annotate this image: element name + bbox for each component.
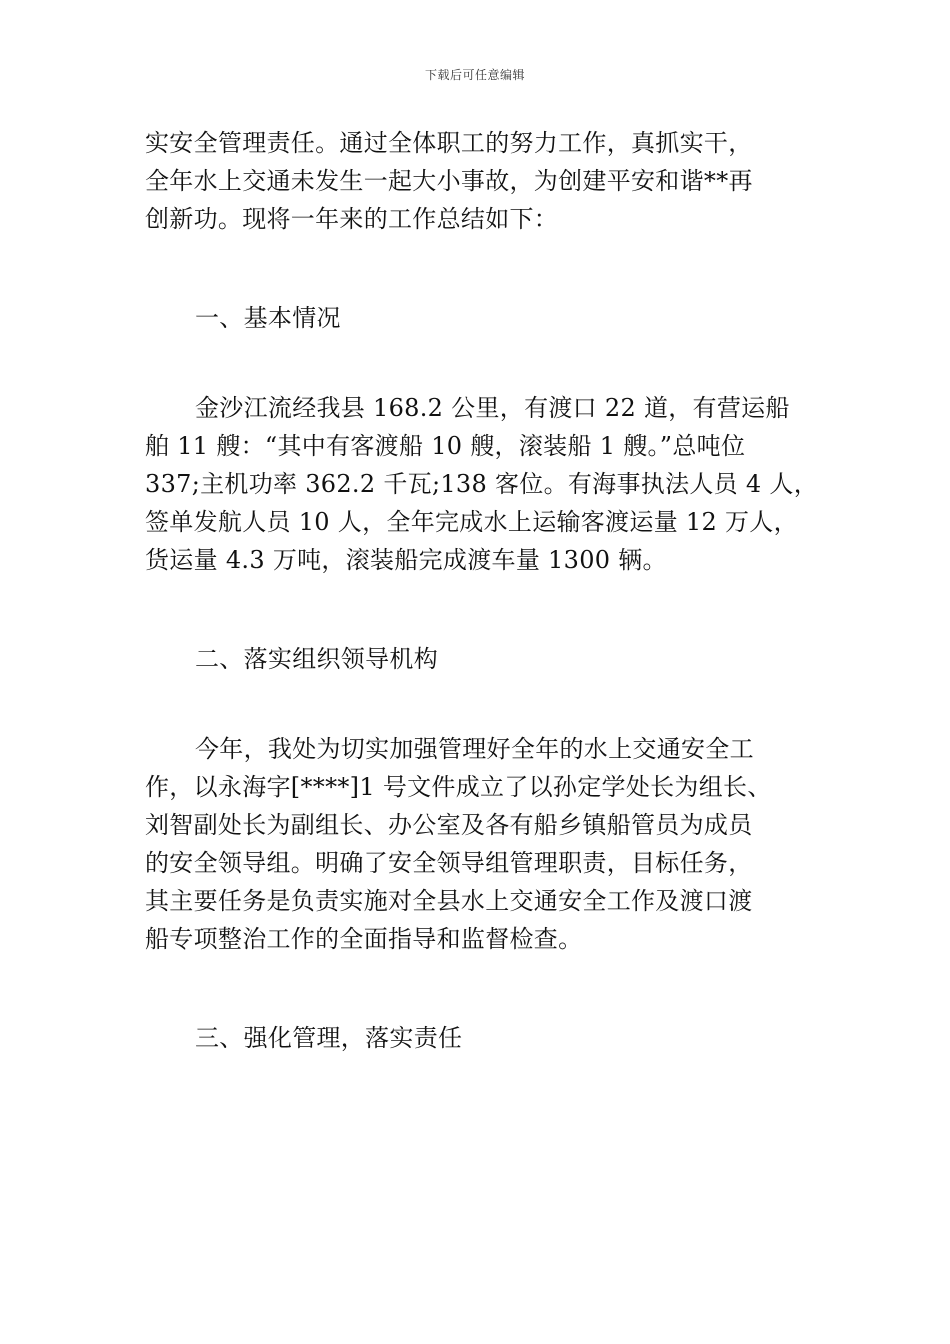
document-body [145, 124, 825, 1057]
paragraph-line: 实安全管理责任。通过全体职工的努力工作，真抓实干， [145, 129, 753, 157]
section-heading-basic-situation: 一、基本情况 [195, 304, 341, 332]
section-heading-organization: 二、落实组织领导机构 [195, 645, 438, 673]
paragraph-line: 其主要任务是负责实施对全县水上交通安全工作及渡口渡 [145, 887, 753, 915]
organization-paragraph [145, 730, 825, 958]
paragraph-line: 船专项整治工作的全面指导和监督检查。 [145, 925, 583, 953]
paragraph-line: 全年水上交通未发生一起大小事故，为创建平安和谐**再 [145, 167, 753, 195]
paragraph-line: 337;主机功率 362.2 千瓦;138 客位。有海事执法人员 4 人， [145, 470, 819, 498]
intro-paragraph [145, 124, 825, 238]
paragraph-line: 的安全领导组。明确了安全领导组管理职责，目标任务， [145, 849, 753, 877]
paragraph-line: 刘智副处长为副组长、办公室及各有船乡镇船管员为成员 [145, 811, 753, 839]
paragraph-line: 货运量 4.3 万吨，滚装船完成渡车量 1300 辆。 [145, 546, 667, 574]
paragraph-line: 签单发航人员 10 人，全年完成水上运输客渡运量 12 万人， [145, 508, 798, 536]
paragraph-line: 金沙江流经我县 168.2 公里，有渡口 22 道，有营运船 [195, 394, 790, 422]
paragraph-line: 今年，我处为切实加强管理好全年的水上交通安全工 [195, 735, 754, 763]
paragraph-line: 舶 11 艘：“其中有客渡船 10 艘，滚装船 1 艘。”总吨位 [145, 432, 746, 460]
paragraph-line: 作，以永海字[****]1 号文件成立了以孙定学处长为组长、 [145, 773, 772, 801]
basic-situation-paragraph [145, 389, 825, 579]
section-heading-management: 三、强化管理，落实责任 [195, 1024, 463, 1052]
paragraph-line: 创新功。现将一年来的工作总结如下： [145, 205, 559, 233]
header-note: 下载后可任意编辑 [424, 68, 525, 82]
